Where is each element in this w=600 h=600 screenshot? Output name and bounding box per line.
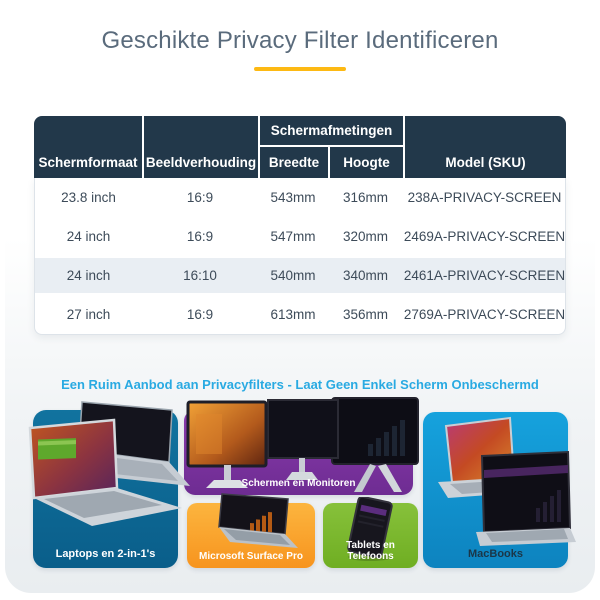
cell-ratio: 16:9: [186, 190, 214, 205]
range-subtitle: Een Ruim Aanbod aan Privacyfilters - Laat Geen Enkel Scherm Onbeschermd: [61, 377, 539, 392]
card-label-monitors: Schermen en Monitoren: [241, 478, 356, 489]
card-label-tablets: Tablets en Telefoons: [346, 540, 395, 562]
privacy-filter-spec-table: [34, 116, 566, 335]
page-title: Geschikte Privacy Filter Identificeren: [101, 27, 499, 54]
header-beeldverhouding: Beeldverhouding: [142, 116, 258, 178]
header-model-sku: Model (SKU): [403, 116, 566, 178]
cell-sku: 2769A-PRIVACY-SCREEN: [403, 307, 566, 322]
table-header: [34, 116, 566, 178]
card-label-macbooks: MacBooks: [467, 548, 524, 560]
card-label-surface: Microsoft Surface Pro: [199, 551, 303, 562]
cell-width: 543mm: [270, 190, 316, 205]
header-schermformaat: Schermformaat: [38, 155, 138, 170]
cell-ratio: 16:10: [183, 268, 217, 283]
table-body: [34, 178, 566, 335]
table-row: [35, 256, 565, 295]
header-schermafmetingen: Schermafmetingen: [258, 116, 403, 147]
product-photo-laptops: [22, 396, 194, 536]
table-row: [35, 217, 565, 256]
cell-width: 613mm: [270, 307, 316, 322]
cell-height: 320mm: [342, 229, 388, 244]
cell-ratio: 16:9: [186, 307, 214, 322]
cell-size: 24 inch: [66, 268, 111, 283]
product-photo-macbooks: [416, 416, 578, 546]
cell-height: 316mm: [342, 190, 388, 205]
cell-width: 547mm: [270, 229, 316, 244]
cell-width: 540mm: [270, 268, 316, 283]
cell-sku: 2469A-PRIVACY-SCREEN: [403, 229, 566, 244]
cell-sku: 238A-PRIVACY-SCREEN: [407, 190, 562, 205]
card-label-laptops: Laptops en 2-in-1's: [55, 548, 156, 560]
cell-ratio: 16:9: [186, 229, 214, 244]
cell-sku: 2461A-PRIVACY-SCREEN: [403, 268, 566, 283]
table-row: [35, 178, 565, 217]
header-breedte: Breedte: [258, 147, 328, 178]
cell-height: 356mm: [342, 307, 388, 322]
table-row: [35, 295, 565, 334]
title-underline: [254, 67, 346, 71]
cell-height: 340mm: [342, 268, 388, 283]
cell-size: 23.8 inch: [61, 190, 116, 205]
product-photo-surface-pro: [192, 492, 310, 560]
cell-size: 24 inch: [66, 229, 111, 244]
header-hoogte: Hoogte: [328, 147, 403, 178]
cell-size: 27 inch: [66, 307, 111, 322]
